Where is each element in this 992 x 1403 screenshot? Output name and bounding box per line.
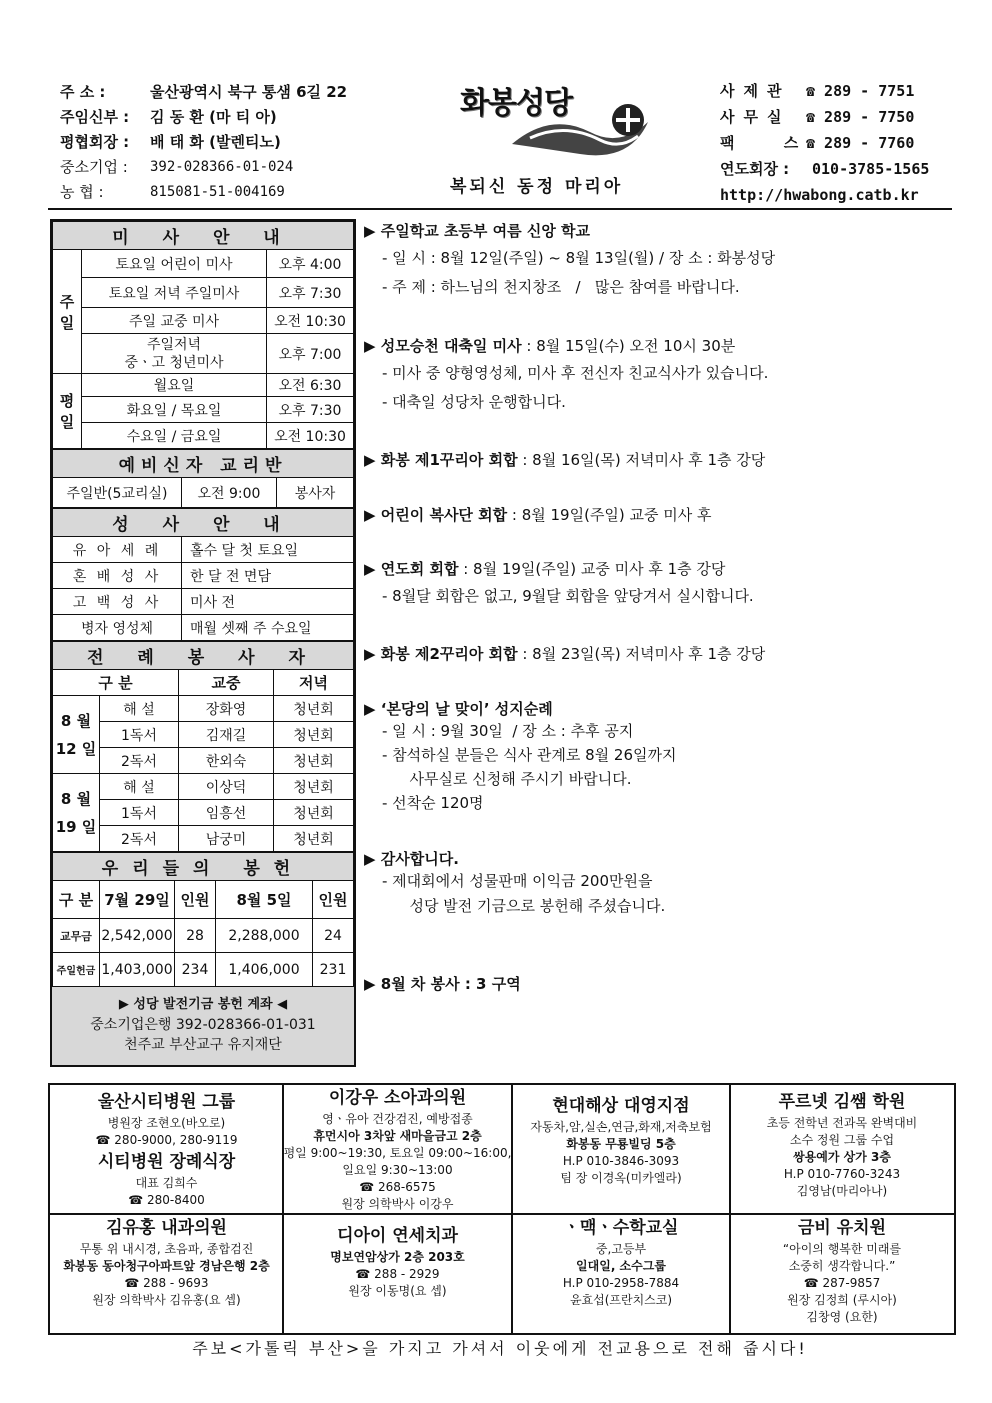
role: 1독서 xyxy=(100,800,179,826)
announcement-detail: - 8월달 회합은 없고, 9월달 회합을 앞당겨서 실시합니다. xyxy=(382,587,754,605)
mass-name: 월요일 xyxy=(82,374,267,397)
announcement-item xyxy=(364,973,950,994)
announcement-detail: 사무실로 신청해 주시기 바랍니다. xyxy=(400,770,632,788)
ad-line: 김창영 (요한) xyxy=(806,1310,878,1324)
catechumen-title: 예비신자 교리반 xyxy=(53,450,354,478)
ad-line: 소중히 생각합니다.” xyxy=(788,1259,896,1273)
ad-title: 이강우 소아과의원 xyxy=(328,1088,467,1108)
value: 울산광역시 북구 통샘 6길 22 xyxy=(150,83,348,101)
announcement-detail: - 대축일 성당차 운행합니다. xyxy=(382,393,566,411)
announcement-title: ▶ 주일학교 초등부 여름 신앙 학교 xyxy=(364,222,591,240)
col-header: 8월 5일 xyxy=(216,881,313,919)
ad-line: 일요일 9:30~13:00 xyxy=(342,1163,453,1177)
offering-title: 우리들의 봉헌 xyxy=(53,853,354,881)
announcement-detail: - 미사 중 양형영성체, 미사 후 전신자 친교식사가 있습니다. xyxy=(382,364,769,382)
church-logo xyxy=(450,72,650,197)
announcement-item xyxy=(364,698,950,815)
sacrament-name: 고 백 성 사 xyxy=(53,589,182,615)
church-info xyxy=(60,80,347,205)
col-header: 교중 xyxy=(179,670,274,696)
announcement-title: ▶ 8월 차 봉사 : 3 구역 xyxy=(364,975,521,993)
label: 중소기업 : xyxy=(60,158,128,176)
donation-bank: 중소기업은행 392-028366-01-031 xyxy=(90,1017,316,1033)
info-column xyxy=(50,219,356,1067)
ad-title: ㆍ맥ㆍ수학교실 xyxy=(563,1218,679,1238)
ad-line: ☎ 268-6575 xyxy=(359,1180,436,1194)
main-mass-server: 장화영 xyxy=(179,696,274,722)
liturgy-table xyxy=(52,641,354,852)
mass-time: 오전 6:30 xyxy=(267,374,354,397)
ad-line: 대표 김희수 xyxy=(135,1176,198,1190)
announcement-item xyxy=(364,558,950,609)
mass-time: 오후 7:30 xyxy=(267,397,354,423)
ad-title: 현대해상 대영지점 xyxy=(552,1096,690,1116)
main-mass-server: 이상덕 xyxy=(179,774,274,800)
address-row xyxy=(60,80,347,105)
logo-name: 화봉성당 xyxy=(460,86,572,121)
announcement-detail: - 제대회에서 성물판매 이익금 200만원을 xyxy=(382,872,653,890)
ad-line: ☎ 288 - 9693 xyxy=(124,1276,209,1290)
class-time: 오전 9:00 xyxy=(182,478,277,508)
class-name: 주일반(5교리실) xyxy=(53,478,182,508)
ad-line: 소수 정원 그룹 수업 xyxy=(789,1133,895,1147)
mass-time: 오후 7:30 xyxy=(267,278,354,308)
announcement-item xyxy=(364,848,950,919)
mass-title: 미 사 안 내 xyxy=(53,222,354,250)
website-link[interactable]: http://hwabong.catb.kr xyxy=(720,186,919,204)
mass-time: 오전 10:30 xyxy=(267,423,354,449)
ad-line: H.P 010-7760-3243 xyxy=(783,1167,901,1181)
announcement-detail: - 주 제 : 하느님의 천지창조 / 많은 참여를 바랍니다. xyxy=(382,278,740,296)
office-row xyxy=(720,104,929,130)
announcement-item xyxy=(364,449,950,470)
class-volunteer: 봉사자 xyxy=(277,478,354,508)
announcement-detail: - 일 시 : 9월 30일 / 장 소 : 추후 공지 xyxy=(382,722,634,740)
main-mass-server: 임흥선 xyxy=(179,800,274,826)
mass-name: 화요일 / 목요일 xyxy=(82,397,267,423)
label: 평협회장 : xyxy=(60,133,130,151)
announcement-item xyxy=(364,504,950,525)
service-date: 8 월 19 일 xyxy=(53,774,100,852)
weekday-label: 평일 xyxy=(53,374,82,449)
offering-amount: 1,406,000 xyxy=(216,953,313,987)
sacrament-when: 한 달 전 면담 xyxy=(182,563,354,589)
offering-count: 231 xyxy=(313,953,354,987)
label: 주임신부 : xyxy=(60,108,130,126)
role: 해 설 xyxy=(100,696,179,722)
ad-line: 중,고등부 xyxy=(595,1242,647,1256)
value: ☎ 289 - 7750 xyxy=(806,108,915,126)
ad-line: 팀 장 이경옥(미카엘라) xyxy=(560,1171,682,1185)
ad-line: 병원장 조현오(바오로) xyxy=(107,1116,226,1130)
announcement-detail: - 참석하실 분들은 식사 관계로 8월 26일까지 xyxy=(382,746,677,764)
announcement-item xyxy=(364,643,950,664)
sponsor-ads xyxy=(48,1083,956,1335)
donation-account xyxy=(52,987,354,1065)
evening-server: 청년회 xyxy=(274,800,354,826)
mass-name: 주일저녁 중ㆍ고 청년미사 xyxy=(82,334,267,374)
mass-name: 수요일 / 금요일 xyxy=(82,423,267,449)
offering-count: 24 xyxy=(313,919,354,953)
ad-line: 쌍용예가 상가 3층 xyxy=(793,1150,891,1164)
main-mass-server: 남궁미 xyxy=(179,826,274,852)
sunday-label: 주일 xyxy=(53,250,82,374)
ad-title: 울산시티병원 그룹 xyxy=(97,1092,236,1112)
footer-note: 주보<가톨릭 부산>을 가지고 가셔서 이웃에게 전교용으로 전해 줍시다! xyxy=(192,1339,808,1358)
value: ☎ 289 - 7760 xyxy=(806,134,915,152)
sacrament-when: 홀수 달 첫 토요일 xyxy=(182,537,354,563)
ad-academy xyxy=(730,1089,954,1214)
bank-ibk-row xyxy=(60,155,347,180)
mass-table xyxy=(52,221,354,449)
ad-line: 평일 9:00~19:30, 토요일 09:00~16:00, xyxy=(283,1146,512,1160)
mass-time: 오후 7:00 xyxy=(267,334,354,374)
value: 배 태 화 (발렌티노) xyxy=(150,133,281,151)
announcement-item xyxy=(364,220,950,300)
label: 농 협 : xyxy=(60,183,104,201)
role: 1독서 xyxy=(100,722,179,748)
sacrament-name: 병자 영성체 xyxy=(53,615,182,641)
col-header: 인원 xyxy=(313,881,354,919)
announcement-detail: - 선착순 120명 xyxy=(382,794,484,812)
offering-kind: 교무금 xyxy=(53,919,100,953)
contact-info xyxy=(720,78,929,208)
mass-name: 토요일 저녁 주일미사 xyxy=(82,278,267,308)
header-divider xyxy=(48,208,952,210)
ad-line: 무통 위 내시경, 초음파, 종합검진 xyxy=(79,1242,254,1256)
sacrament-when: 매월 셋째 주 수요일 xyxy=(182,615,354,641)
announcement-detail: - 일 시 : 8월 12일(주일) ~ 8월 13일(월) / 장 소 : 화봉성당 xyxy=(382,249,776,267)
ad-line: H.P 010-3846-3093 xyxy=(562,1154,680,1168)
label: 팩 스 xyxy=(720,134,821,152)
mass-name: 주일 교중 미사 xyxy=(82,308,267,334)
col-header: 구 분 xyxy=(53,881,100,919)
ad-dental xyxy=(283,1223,512,1333)
evening-server: 청년회 xyxy=(274,722,354,748)
catechumen-table xyxy=(52,449,354,508)
announcement-item xyxy=(364,335,950,415)
announcement-title: ▶ ‘본당의 날 맞이’ 성지순례 xyxy=(364,700,553,718)
announcement-title: ▶ 화봉 제2꾸리아 회합 : 8월 23일(목) 저녁미사 후 1층 강당 xyxy=(364,645,766,663)
ad-line: 초등 전학년 전과목 완벽대비 xyxy=(766,1116,918,1130)
evening-server: 청년회 xyxy=(274,826,354,852)
mass-name: 토요일 어린이 미사 xyxy=(82,250,267,278)
ad-insurance xyxy=(512,1093,730,1214)
ad-title: 김유홍 내과의원 xyxy=(106,1218,227,1238)
website-row[interactable] xyxy=(720,182,929,208)
ad-title: 디아이 연세치과 xyxy=(337,1226,458,1246)
pastor-row xyxy=(60,105,347,130)
announcement-title: ▶ 연도회 회합 : 8월 19일(주일) 교중 미사 후 1층 강당 xyxy=(364,560,726,578)
ad-line: ☎ 288 - 2929 xyxy=(355,1267,440,1281)
ad-line: 원장 의학박사 김유홍(요 셉) xyxy=(92,1293,241,1307)
offering-amount: 2,542,000 xyxy=(100,919,175,953)
col-header: 저녁 xyxy=(274,670,354,696)
ad-line: 원장 의학박사 이강우 xyxy=(341,1197,454,1211)
donation-holder: 천주교 부산교구 유지재단 xyxy=(124,1037,282,1053)
label: 사제관 xyxy=(720,82,791,100)
offering-count: 234 xyxy=(175,953,216,987)
ad-line: ☎ 280-9000, 280-9119 xyxy=(95,1133,238,1147)
value: ☎ 289 - 7751 xyxy=(806,82,915,100)
label: 주 소 : xyxy=(60,83,106,101)
ad-internal-medicine xyxy=(50,1215,283,1333)
yeondo-row xyxy=(720,156,929,182)
announcement-title: ▶ 화봉 제1꾸리아 회합 : 8월 16일(목) 저녁미사 후 1층 강당 xyxy=(364,451,766,469)
rectory-row xyxy=(720,78,929,104)
mass-time: 오후 4:00 xyxy=(267,250,354,278)
ad-line: H.P 010-2958-7884 xyxy=(562,1276,680,1290)
ad-line: 휴먼시아 3차앞 새마을금고 2층 xyxy=(313,1129,482,1143)
ad-line: 원장 이동명(요 셉) xyxy=(348,1284,447,1298)
offering-table xyxy=(52,852,354,987)
value: 김 동 환 (마 티 아) xyxy=(150,108,277,126)
ad-math-class xyxy=(512,1215,730,1333)
offering-amount: 2,288,000 xyxy=(216,919,313,953)
col-header: 구 분 xyxy=(53,670,179,696)
ad-line: 화봉동 무룡빌딩 5층 xyxy=(566,1137,676,1151)
sacrament-table xyxy=(52,508,354,641)
evening-server: 청년회 xyxy=(274,696,354,722)
ad-line: “아이의 행복한 미래를 xyxy=(782,1242,902,1256)
offering-count: 28 xyxy=(175,919,216,953)
ad-line: 명보연암상가 2층 203호 xyxy=(330,1250,465,1264)
col-header: 인원 xyxy=(175,881,216,919)
ad-pediatrics xyxy=(283,1085,512,1214)
bank-nh-row xyxy=(60,180,347,205)
ad-line: 김영남(마리아나) xyxy=(796,1184,888,1198)
announcement-detail: 성당 발전 기금으로 봉헌해 주셨습니다. xyxy=(400,897,666,915)
service-date: 8 월 12 일 xyxy=(53,696,100,774)
sacrament-name: 유 아 세 례 xyxy=(53,537,182,563)
ad-title: 금비 유치원 xyxy=(797,1218,887,1238)
announcement-title: ▶ 성모승천 대축일 미사 : 8월 15일(수) 오전 10시 30분 xyxy=(364,337,736,355)
label: 사무실 xyxy=(720,108,791,126)
value: 815081-51-004169 xyxy=(150,184,285,200)
role: 2독서 xyxy=(100,748,179,774)
mass-time: 오전 10:30 xyxy=(267,308,354,334)
ad-line: ☎ 287-9857 xyxy=(803,1276,881,1290)
ad-line: 원장 김정희 (루시아) xyxy=(787,1293,897,1307)
ad-line: 윤효섭(프란치스코) xyxy=(569,1293,673,1307)
ad-line: 일대일, 소수그룹 xyxy=(576,1259,666,1273)
ad-line: 자동차,암,실손,연금,화재,저축보험 xyxy=(530,1120,712,1134)
announcement-title: ▶ 어린이 복사단 회합 : 8월 19일(주일) 교중 미사 후 xyxy=(364,506,712,524)
ad-line: 영ㆍ유아 건강검진, 예방접종 xyxy=(322,1112,473,1126)
main-mass-server: 한외숙 xyxy=(179,748,274,774)
evening-server: 청년회 xyxy=(274,774,354,800)
liturgy-title: 전 례 봉 사 자 xyxy=(53,642,354,670)
logo-subtitle: 복되신 동정 마리아 xyxy=(450,177,624,197)
donation-title: ▶ 성당 발전기금 봉헌 계좌 ◀ xyxy=(118,997,288,1012)
sacrament-name: 혼 배 성 사 xyxy=(53,563,182,589)
ad-kindergarten xyxy=(730,1215,954,1333)
col-header: 7월 29일 xyxy=(100,881,175,919)
fax-row xyxy=(720,130,929,156)
evening-server: 청년회 xyxy=(274,748,354,774)
announcement-title: ▶ 감사합니다. xyxy=(364,850,459,868)
role: 해 설 xyxy=(100,774,179,800)
label: 연도회장 : xyxy=(720,160,790,178)
council-row xyxy=(60,130,347,155)
ad-title: 시티병원 장례식장 xyxy=(97,1152,236,1172)
sacrament-title: 성 사 안 내 xyxy=(53,509,354,537)
ad-title: 푸르넷 김쌤 학원 xyxy=(778,1092,906,1112)
main-mass-server: 김재길 xyxy=(179,722,274,748)
offering-kind: 주일헌금 xyxy=(53,953,100,987)
value: 010-3785-1565 xyxy=(812,160,930,178)
role: 2독서 xyxy=(100,826,179,852)
ad-line: 화봉동 동아청구아파트앞 경남은행 2층 xyxy=(63,1259,270,1273)
value: 392-028366-01-024 xyxy=(150,159,294,175)
offering-amount: 1,403,000 xyxy=(100,953,175,987)
cross-emblem-icon xyxy=(510,102,650,168)
ad-line: ☎ 280-8400 xyxy=(128,1193,205,1207)
sacrament-when: 미사 전 xyxy=(182,589,354,615)
ad-city-hospital xyxy=(50,1089,283,1214)
